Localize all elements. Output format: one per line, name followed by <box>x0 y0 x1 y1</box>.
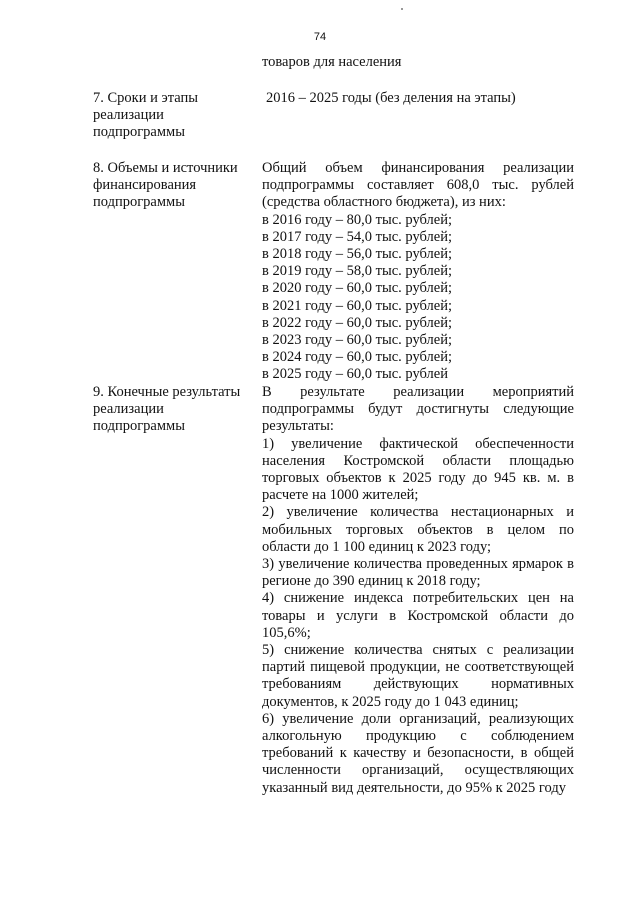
funding-year-2022: в 2022 году – 60,0 тыс. рублей; <box>262 314 453 331</box>
result-item-3: 3) увеличение количества проведенных ярмарок в регионе до 390 единиц к 2018 году; <box>262 556 574 590</box>
section-9-content <box>262 384 574 797</box>
section-7-value: 2016 – 2025 годы (без деления на этапы) <box>266 90 516 106</box>
funding-year-2024: в 2024 году – 60,0 тыс. рублей; <box>262 349 453 366</box>
result-item-2: 2) увеличение количества нестационарных и мобильных торговых объектов в целом по области до 1 100 единиц к 2023 году; <box>262 504 574 555</box>
funding-year-2019: в 2019 году – 58,0 тыс. рублей; <box>262 263 453 280</box>
scan-dot <box>401 8 403 10</box>
funding-intro: Общий объем финансирования реализации подпрограммы составляет 608,0 тыс. рублей (средства областного бюджета), из них: <box>262 160 574 211</box>
funding-year-2018: в 2018 году – 56,0 тыс. рублей; <box>262 246 453 263</box>
result-item-4: 4) снижение индекса потребительских цен на товары и услуги в Костромской области до 105,6%; <box>262 590 574 641</box>
funding-year-2023: в 2023 году – 60,0 тыс. рублей; <box>262 332 453 349</box>
results-intro: В результате реализации мероприятий подпрограммы будут достигнуты следующие результаты: <box>262 384 574 435</box>
funding-year-2016: в 2016 году – 80,0 тыс. рублей; <box>262 211 453 228</box>
page-number: 74 <box>313 31 327 43</box>
section-9-label: 9. Конечные результаты реализации подпрограммы <box>93 384 241 435</box>
funding-year-2020: в 2020 году – 60,0 тыс. рублей; <box>262 280 453 297</box>
funding-year-2021: в 2021 году – 60,0 тыс. рублей; <box>262 297 453 314</box>
section-8-content <box>262 160 574 384</box>
funding-year-2017: в 2017 году – 54,0 тыс. рублей; <box>262 228 453 245</box>
funding-year-2025: в 2025 году – 60,0 тыс. рублей <box>262 366 448 383</box>
section-8-label: 8. Объемы и источники финансирования подпрограммы <box>93 160 238 211</box>
result-item-1: 1) увеличение фактической обеспеченности населения Костромской области площадью торговых объектов к 2025 году до 945 кв. м. в расчете на 1000 жителей; <box>262 435 574 504</box>
section-7-label: 7. Сроки и этапы реализации подпрограммы <box>93 90 198 141</box>
result-item-5: 5) снижение количества снятых с реализации партий пищевой продукции, не соответствующей требованиям действующих нормативных документов, к 2025 году до 1 043 единиц; <box>262 642 574 710</box>
continuation-line: товаров для населения <box>262 54 402 70</box>
result-item-6: 6) увеличение доли организаций, реализующих алкогольную продукцию с соблюдением требований к качеству и безопасности, в общей численности организаций, осуществляющих указанный вид деятельности, до 95% к 2025 году <box>262 710 574 796</box>
